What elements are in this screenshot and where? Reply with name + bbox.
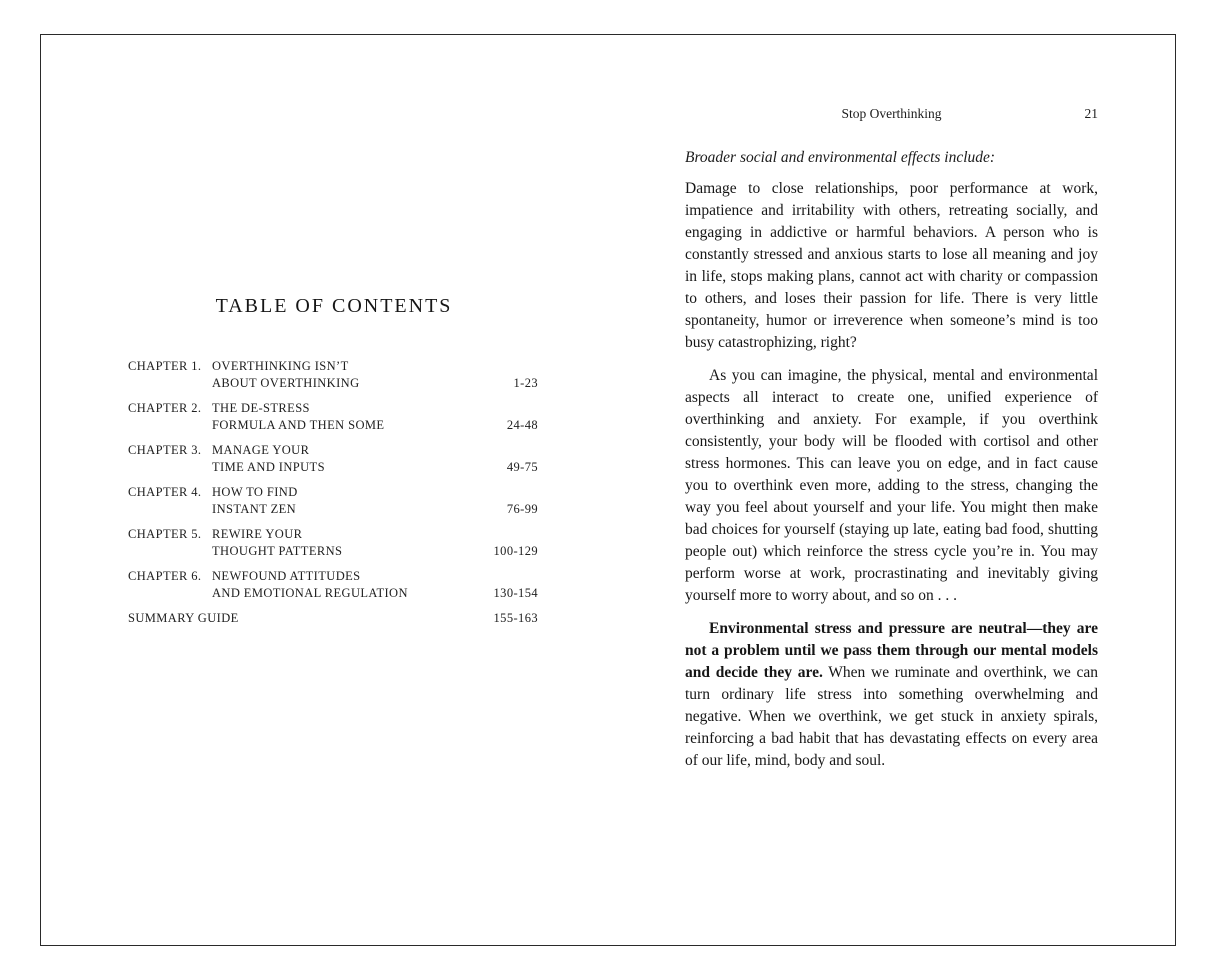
chapter-label: CHAPTER 1.	[128, 359, 202, 373]
running-header-title: Stop Overthinking	[841, 106, 942, 121]
paragraph-2: As you can imagine, the physical, mental and environmental aspects all interact to create one, unified experience of overthinking and anxiety. For example, if you overthink consistently, your body will be flooded with cortisol and other stress hormones. This can leave you on edge, and in fact cause you to overthink even more, adding to the stress, changing the way you feel about yourself and your life. You might then make bad choices for yourself (staying up late, eating bad food, shutting people out) which reinforce the stress cycle you’re in. You may perform worse at work, procrastinating and inevitably giving yourself more to worry about, and so on . . .	[685, 367, 1098, 604]
page-border	[40, 34, 1176, 946]
chapter-title-line-2: AND EMOTIONAL REGULATION	[212, 586, 408, 600]
toc-list	[128, 358, 538, 635]
toc-entry-chapter-2	[128, 400, 538, 434]
toc-entry-chapter-3	[128, 442, 538, 476]
page-range: 1-23	[513, 376, 538, 390]
page-number: 21	[1084, 106, 1098, 121]
chapter-title	[212, 568, 476, 602]
page-range: 155-163	[493, 611, 538, 625]
chapter-title	[212, 484, 476, 518]
chapter-label: CHAPTER 6.	[128, 569, 202, 583]
running-header	[685, 106, 1098, 122]
toc-entry-chapter-4	[128, 484, 538, 518]
page-body	[685, 147, 1098, 783]
chapter-title-line-2: ABOUT OVERTHINKING	[212, 376, 360, 390]
chapter-label: CHAPTER 3.	[128, 443, 202, 457]
chapter-label: CHAPTER 5.	[128, 527, 202, 541]
chapter-title-line-1: MANAGE YOUR	[212, 443, 310, 457]
paragraph-3	[685, 618, 1098, 772]
chapter-title	[212, 358, 476, 392]
chapter-title-line-1: HOW TO FIND	[212, 485, 298, 499]
chapter-title-line-1: OVERTHINKING ISN’T	[212, 359, 349, 373]
chapter-title	[212, 526, 476, 560]
paragraph-1: Damage to close relationships, poor performance at work, impatience and irritability with others, retreating socially, and engaging in addictive or harmful behaviors. A person who is constantly stressed and anxious starts to lose all meaning and joy in life, stops making plans, cannot act with charity or compassion to others, and loses their passion for life. There is very little spontaneity, humor or irreverence when someone’s mind is too busy catastrophizing, right?	[685, 180, 1098, 351]
chapter-title-line-1: REWIRE YOUR	[212, 527, 303, 541]
chapter-title	[212, 442, 476, 476]
toc-title: TABLE OF CONTENTS	[215, 295, 453, 317]
chapter-title-line-2: INSTANT ZEN	[212, 502, 297, 516]
paragraph-3-rest: When we ruminate and overthink, we can turn ordinary life stress into something overwhelming and negative. When we overthink, we get stuck in anxiety spirals, reinforcing a bad habit that has devastating effects on every area of our life, mind, body and soul.	[685, 664, 1098, 769]
page-range: 76-99	[506, 502, 538, 516]
chapter-title	[212, 400, 476, 434]
paragraph-3-bold-lead: Environmental stress and pressure are neutral—they are not a problem until we pass them through our mental models and decide they are.	[685, 620, 1098, 681]
toc-entry-chapter-5	[128, 526, 538, 560]
toc-entry-summary-guide	[128, 610, 538, 627]
toc-entry-chapter-1	[128, 358, 538, 392]
chapter-label: CHAPTER 4.	[128, 485, 202, 499]
chapter-label: SUMMARY GUIDE	[128, 611, 239, 625]
page-range: 49-75	[506, 460, 538, 474]
content-page	[685, 35, 1098, 945]
chapter-title	[241, 610, 476, 627]
page-range: 100-129	[493, 544, 538, 558]
chapter-title-line-2: THOUGHT PATTERNS	[212, 544, 343, 558]
page-range: 24-48	[506, 418, 538, 432]
toc-page	[128, 35, 540, 945]
chapter-title-line-2: FORMULA AND THEN SOME	[212, 418, 385, 432]
page-range: 130-154	[493, 586, 538, 600]
toc-entry-chapter-6	[128, 568, 538, 602]
chapter-title-line-1: NEWFOUND ATTITUDES	[212, 569, 361, 583]
chapter-label: CHAPTER 2.	[128, 401, 202, 415]
chapter-title-line-2: TIME AND INPUTS	[212, 460, 325, 474]
section-heading: Broader social and environmental effects include:	[685, 149, 996, 166]
chapter-title-line-1: THE DE-STRESS	[212, 401, 310, 415]
